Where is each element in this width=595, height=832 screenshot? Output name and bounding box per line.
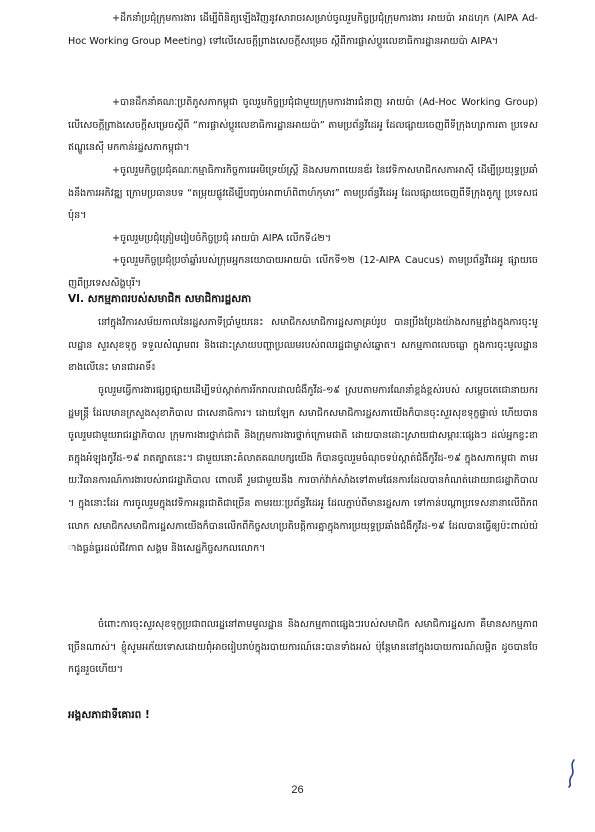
bullet-paragraph-aipa-42: +ចូលរួមប្រជុំត្រៀមរៀបចំកិច្ចប្រជុំ អាយប៉ា AIPA លើកទី៤២។ [112, 233, 332, 244]
closing-salutation: អង្គសភាជាទីគោរព ! [68, 709, 150, 721]
body-paragraph-intro: នៅក្នុងវិការសម័យកាលនៃរដ្ឋសភាទីប្រាំមួយនេះ សមាជិកសមាជិការដ្ឋសភាគ្រប់រូប បានប្រឹងប្រែងយ៉ាងសកម្មខ្លាំងក្នុងការចុះមូលដ្ឋាន សួរសុខទុក្ខ ទទួលសំណូមពរ និងដោះស្រាយបញ្ហាប្រឈមរបស់ពលរដ្ឋជាម្ចាស់ឆ្នោត។ សកម្មភាពលេចធ្លោ ក្នុងការចុះមូលដ្ឋាន ខាងលើនេះ មានជាអាទិ៍៖ [68, 317, 538, 374]
bullet-paragraph-working-group: +បានដឹកនាំគណៈប្រតិភូសភាកម្ពុជា ចូលរួមកិច្ចប្រជុំជាមួយក្រុមការងារជំនាញ អាយប៉ា (Ad-Hoc Working Group) លើសេចក្តីព្រាងសេចក្តីសម្រេចស្តីពី “ការផ្លាស់ប្តូរលេខាធិការដ្ឋានអាយប៉ា” តាមប្រព័ន្ធវីដេអូ ដែលផ្សាយចេញពីទីក្រុងហ្សាការតា ប្រទេសឥណ្ឌូនេស៊ី មកកាន់រដ្ឋសភាកម្ពុជា។ [68, 97, 538, 154]
bullet-paragraph-women-committee: +ចូលរួមកិច្ចប្រជុំគណៈកម្មាធិការកិច្ចការអេមិទ្រេយ៍ស្ត្រី និងសមភាពយេនឌ័រ នៃវេទិកាសមាជិកសភាអាស៊ី ដើម្បីប្រយុទ្ធប្រឆាំងនឹងការអភិវឌ្ឍ ក្រោមប្រធានបទ “តម្រុយផ្លូវដើម្បីបញ្ចប់អាពាហ៍ពិពាហ៍កុមារ” តាមប្រព័ន្ធវីដេអូ ដែលផ្សាយចេញពីទីក្រុងតូក្យូ ប្រទេសជប៉ុន។ [68, 165, 538, 222]
bullet-paragraph-aipa-ad-hoc: +ដឹកនាំប្រជុំក្រុមការងារ ដើម្បីពិនិត្យឡើងវិញនូវសារាចរសម្រាប់ចូលរួមកិច្ចប្រជុំក្រុមការងារ អាយប៉ា អាដហុក (AIPA Ad-Hoc Working Group Meeting) ទៅលើសេចក្តីព្រាងសេចក្តីសម្រេច ស្តីពីការផ្លាស់ប្តូរលេខាធិការដ្ឋានអាយប៉ា AIPA។ [68, 13, 538, 47]
body-paragraph-covid: ចូលរួមធ្វើការងារផ្សព្វផ្សាយដើម្បីទប់ស្កាត់ការរីករាលដាលជំងឺកូវីដ-១៩ ស្របតាមការណែនាំខ្ពង់ខ្ពស់របស់ សម្តេចតេជោនាយករដ្ឋមន្ត្រី ដែលមានក្រសួងសុខាភិបាល ជាសេនាធិការ។ ដោយឡែក សមាជិកសមាជិការដ្ឋសភាយើងក៏បានចុះសួរសុខទុក្ខផ្ទាល់ ហើយបានចូលរួមជាមួយរាជរដ្ឋាភិបាល ក្រុមការងារថ្នាក់ជាតិ និងក្រុមការងារថ្នាក់ក្រោមជាតិ ដោយបានដោះស្រាយជាសម្ភារៈផ្សេងៗ ដល់អ្នកខ្វះខាតក្នុងអំឡុងកូវីដ-១៩ រាតត្បាតនេះ។ ជាមួយនោះគំលាតគណបក្សយើង ក៏បានចូលរួមចំណុចទប់ស្កាត់ជំងឺកូវីដ-១៩ ក្នុងសភាកម្ពុជា តាមរយៈវិធានការណ៍ការងារបស់រាជរដ្ឋាភិបាល ពោលគឺ រួមជាមួយនឹង ការចាក់វ៉ាក់សាំងទៅតាមផែនការដែលបានកំណត់ដោយរាជរដ្ឋាភិបាល។ ក្នុងនោះដែរ ការចូលរួមក្នុងវេទិកាអន្តរជាតិជាច្រើន តាមរយៈប្រព័ន្ធវីដេអូ ដែលភ្ជាប់ពីមានរដ្ឋសភា ទៅកាន់បណ្តាប្រទេសនានាលើពិភពលោក សមាជិកសមាជិការដ្ឋសភាយើងក៏បានលើកពីកិច្ចសហប្រតិបត្តិការគ្នាក្នុងការប្រយុទ្ធប្រឆាំងជំងឺកូវីដ-១៩ ដែលបានធ្វើឲ្យប៉ះពាល់យ៉ាងធ្ងន់ធ្ងរដល់ជីវភាព សង្គម និងសេដ្ឋកិច្ចសកលលោក។ [68, 385, 538, 555]
bullet-paragraph-aipa-caucus: +ចូលរួមកិច្ចប្រជុំប្រចាំឆ្នាំរបស់ក្រុមអ្នកនយោបាយអាយប៉ា លើកទី១២ (12-AIPA Caucus) តាមប្រព័ន្ធវីដេអូ ផ្សាយចេញពីប្រទេសសិង្ហបុរី។ [68, 255, 538, 289]
page-number: 26 [291, 784, 304, 796]
handwritten-mark-icon [563, 758, 581, 788]
body-paragraph-field-visits: ចំពោះការចុះសួរសុខទុក្ខប្រជាពលរដ្ឋនៅតាមមូលដ្ឋាន និងសកម្មភាពផ្សេងៗរបស់សមាជិក សមាជិការដ្ឋសភា គឺមានសកម្មភាពច្រើនណាស់។ ខ្ញុំសូមអភ័យទោសដោយពុំអាចរៀបរាប់ក្នុងរបាយការណ៍នេះបានទាំងអស់ ប៉ុន្តែមាននៅក្នុងរបាយការណ៍លម្អិត ដូចបានចែកជូនរួចហើយ។ [68, 619, 538, 676]
section-heading: VI. សកម្មភាពរបស់សមាជិក សមាជិការដ្ឋសភា [68, 293, 252, 305]
